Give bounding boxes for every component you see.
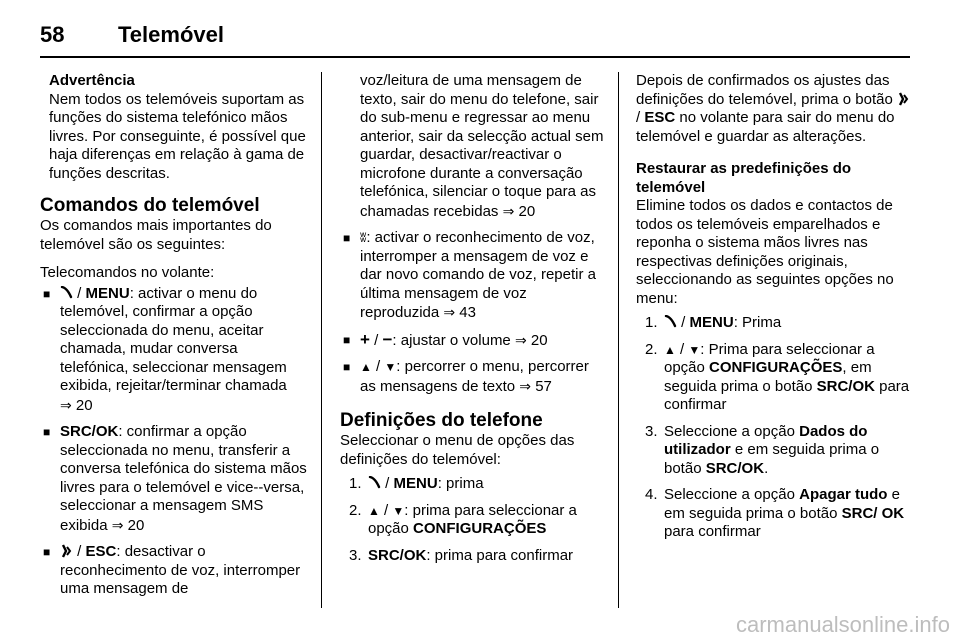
step-number: 1. bbox=[645, 314, 658, 331]
key-label: SRC/OK bbox=[60, 423, 119, 440]
list-item: ■ + / −: ajustar o volume ⇒ 20 bbox=[343, 329, 548, 349]
up-triangle-icon: ▲ bbox=[664, 342, 676, 357]
subsection-heading: Restaurar as predefinições do telemóvel bbox=[636, 160, 852, 196]
page-reference: 20 bbox=[127, 516, 145, 534]
key-label: CONFIGURAÇÕES bbox=[709, 359, 843, 376]
end-call-icon bbox=[897, 92, 910, 106]
page-reference-arrow-icon: ⇒ bbox=[111, 516, 124, 533]
bullet-icon: ■ bbox=[43, 425, 51, 439]
down-triangle-icon: ▼ bbox=[392, 503, 405, 518]
end-call-icon bbox=[60, 544, 73, 558]
section-intro: Seleccionar o menu de opções das definições do telemóvel: bbox=[340, 432, 575, 468]
column-3 bbox=[636, 72, 912, 550]
key-label: Apagar tudo bbox=[799, 486, 888, 503]
list-item: 1. / MENU: prima bbox=[349, 475, 484, 492]
list-item: 2. ▲ / ▼: prima para seleccionar a opção CONFIGURAÇÕES bbox=[349, 501, 577, 537]
column-1 bbox=[40, 72, 308, 607]
item-text: : activar o reconhecimento de voz, interromper a mensagem de voz e dar novo comando de voz, repetir a última mensagem de voz reproduzida bbox=[360, 229, 596, 321]
item-text: : Prima para seleccionar a opção bbox=[664, 340, 875, 376]
bullet-icon: ■ bbox=[43, 286, 51, 301]
item-text: , em seguida prima o botão bbox=[664, 359, 872, 395]
key-label: MENU bbox=[393, 475, 438, 492]
phone-icon bbox=[60, 286, 73, 299]
remote-controls-list bbox=[40, 285, 308, 599]
list-item bbox=[40, 423, 308, 535]
item-text: Depois de confirmados os ajustes das definições do telemóvel, prima o botão bbox=[636, 72, 893, 108]
plus-icon: + bbox=[360, 329, 370, 349]
key-label: Dados do utilizador bbox=[664, 422, 868, 458]
list-item: 2. ▲ / ▼: Prima para seleccionar a opção CONFIGURAÇÕES, em seguida prima o botão SRC/OK para confirmar bbox=[645, 340, 910, 413]
item-text: para confirmar bbox=[664, 523, 761, 540]
down-triangle-icon: ▼ bbox=[384, 360, 397, 374]
item-text: : ajustar o volume bbox=[392, 331, 511, 349]
phone-icon bbox=[664, 315, 677, 328]
list-item: ■ ▲ / ▼: percorrer o menu, percorrer as mensagens de texto ⇒ 57 bbox=[343, 358, 589, 395]
item-text: : confirmar a opção seleccionada no menu, transferir a conversa telefónica do sistema mãos livres para o telemóvel e vice--versa, seleccionar a mensagem SMS exibida bbox=[60, 423, 307, 534]
page-reference: 20 bbox=[75, 396, 93, 414]
key-label: SRC/OK bbox=[705, 459, 765, 477]
item-text: : prima bbox=[437, 475, 484, 492]
section-heading: Comandos do telemóvel bbox=[40, 195, 260, 216]
steps-list bbox=[636, 314, 912, 542]
column-2 bbox=[340, 72, 606, 573]
list-item bbox=[636, 486, 912, 542]
item-text: : desactivar o reconhecimento de voz, interromper uma mensagem de bbox=[60, 543, 301, 597]
page-reference-arrow-icon: ⇒ bbox=[502, 202, 515, 219]
page-reference-arrow-icon: ⇒ bbox=[60, 396, 72, 413]
key-label: SRC/OK bbox=[368, 546, 427, 564]
key-label: ESC bbox=[644, 109, 676, 126]
phone-icon bbox=[368, 476, 381, 489]
key-label: SRC/OK bbox=[816, 377, 875, 395]
item-text: voz/leitura de uma mensagem de texto, sair do menu do telefone, sair do sub-menu e regressar ao menu anterior, sair da selecção actual sem guardar, desactivar/reactivar o microfone durante a conversação telefónica, silenciar o toque para as chamadas recebidas bbox=[360, 72, 604, 220]
page-reference: 43 bbox=[459, 304, 476, 321]
minus-icon: − bbox=[382, 329, 393, 349]
bullet-icon: ■ bbox=[343, 360, 351, 374]
list-item: ■ / MENU: activar o menu do telemóvel, confirmar a opção seleccionada do menu, aceitar chamada, mudar conversa telefónica, seleccionar mensagem exibida, rejeitar/terminar chamada ⇒ 20 bbox=[43, 284, 287, 414]
list-item bbox=[340, 229, 606, 323]
page-reference-arrow-icon: ⇒ bbox=[443, 304, 456, 320]
item-text: e em seguida prima o botão bbox=[664, 486, 900, 522]
remote-label: Telecomandos no volante: bbox=[40, 264, 215, 281]
section-intro: Os comandos mais importantes do telemóvel são os seguintes: bbox=[40, 217, 272, 253]
paragraph: Elimine todos os dados e contactos de todos os telemóveis emparelhados e reponha o sistema mãos livres nas respectivas definições originais, seleccionando as seguintes opções no menu: bbox=[636, 197, 894, 307]
page-reference: 20 bbox=[518, 202, 536, 220]
list-item: 1. / MENU: Prima bbox=[645, 314, 782, 331]
item-text: : prima para confirmar bbox=[426, 546, 574, 564]
page-reference: 20 bbox=[530, 331, 548, 349]
bullet-icon: ■ bbox=[343, 332, 351, 347]
list-item bbox=[340, 547, 606, 566]
column-divider bbox=[321, 72, 322, 608]
continued-text bbox=[340, 72, 606, 221]
steps-list bbox=[340, 475, 606, 565]
watermark: carmanualsonline.info bbox=[735, 612, 950, 637]
step-number: 2. bbox=[645, 340, 658, 358]
key-label: MENU bbox=[85, 284, 130, 302]
chapter-title: Telemóvel bbox=[118, 22, 224, 47]
step-number: 3. bbox=[349, 546, 362, 564]
page-reference-arrow-icon: ⇒ bbox=[519, 377, 532, 394]
step-number: 4. bbox=[645, 486, 658, 503]
list-item: ■ / ESC: desactivar o reconhecimento de voz, interromper uma mensagem de bbox=[43, 543, 301, 597]
step-number: 2. bbox=[349, 501, 362, 519]
key-label: SRC/ OK bbox=[841, 504, 905, 522]
item-text: Seleccione a opção bbox=[664, 422, 795, 440]
item-text: : percorrer o menu, percorrer as mensagens de texto bbox=[360, 358, 589, 395]
item-text: : Prima bbox=[733, 314, 782, 331]
step-number: 3. bbox=[645, 422, 658, 440]
item-text: Seleccione a opção bbox=[664, 486, 795, 503]
down-triangle-icon: ▼ bbox=[688, 342, 701, 357]
paragraph: Depois de confirmados os ajustes das definições do telemóvel, prima o botão / ESC no volante para sair do menu do telemóvel e guardar as alterações. bbox=[636, 72, 912, 146]
page-reference: 57 bbox=[535, 377, 552, 395]
item-text: no volante para sair do menu do telemóvel e guardar as alterações. bbox=[636, 109, 895, 145]
page-reference-arrow-icon: ⇒ bbox=[514, 331, 527, 348]
page-header bbox=[40, 12, 910, 62]
item-text: : activar o menu do telemóvel, confirmar a opção seleccionada do menu, aceitar chamada, mudar conversa telefónica, seleccionar mensagem exibida, rejeitar/terminar chamada bbox=[60, 284, 287, 394]
key-label: ESC bbox=[85, 543, 117, 560]
bullet-icon: ■ bbox=[43, 545, 51, 559]
warning-text: Nem todos os telemóveis suportam as funções do sistema telefónico mãos livres. Por conseguinte, é possível que haja diferenças em relação à gama de funções descritas. bbox=[49, 90, 306, 182]
item-text: : prima para seleccionar a opção bbox=[368, 501, 577, 537]
voice-recognition-icon: ʬ bbox=[360, 230, 367, 245]
item-text: para confirmar bbox=[664, 377, 910, 413]
remote-controls-list bbox=[340, 229, 606, 396]
item-text: . bbox=[764, 459, 769, 477]
section-heading: Definições do telefone bbox=[340, 410, 543, 431]
page-number: 58 bbox=[40, 22, 65, 47]
up-triangle-icon: ▲ bbox=[368, 503, 380, 518]
list-item bbox=[636, 423, 912, 479]
up-triangle-icon: ▲ bbox=[360, 360, 372, 374]
warning-title: Advertência bbox=[49, 72, 135, 89]
key-label: MENU bbox=[689, 314, 734, 331]
item-text: e em seguida prima o botão bbox=[664, 441, 880, 477]
header-rule bbox=[40, 56, 910, 58]
column-divider bbox=[618, 72, 619, 608]
bullet-icon: ■ bbox=[343, 231, 351, 245]
key-label: CONFIGURAÇÕES bbox=[413, 520, 547, 537]
step-number: 1. bbox=[349, 475, 362, 492]
